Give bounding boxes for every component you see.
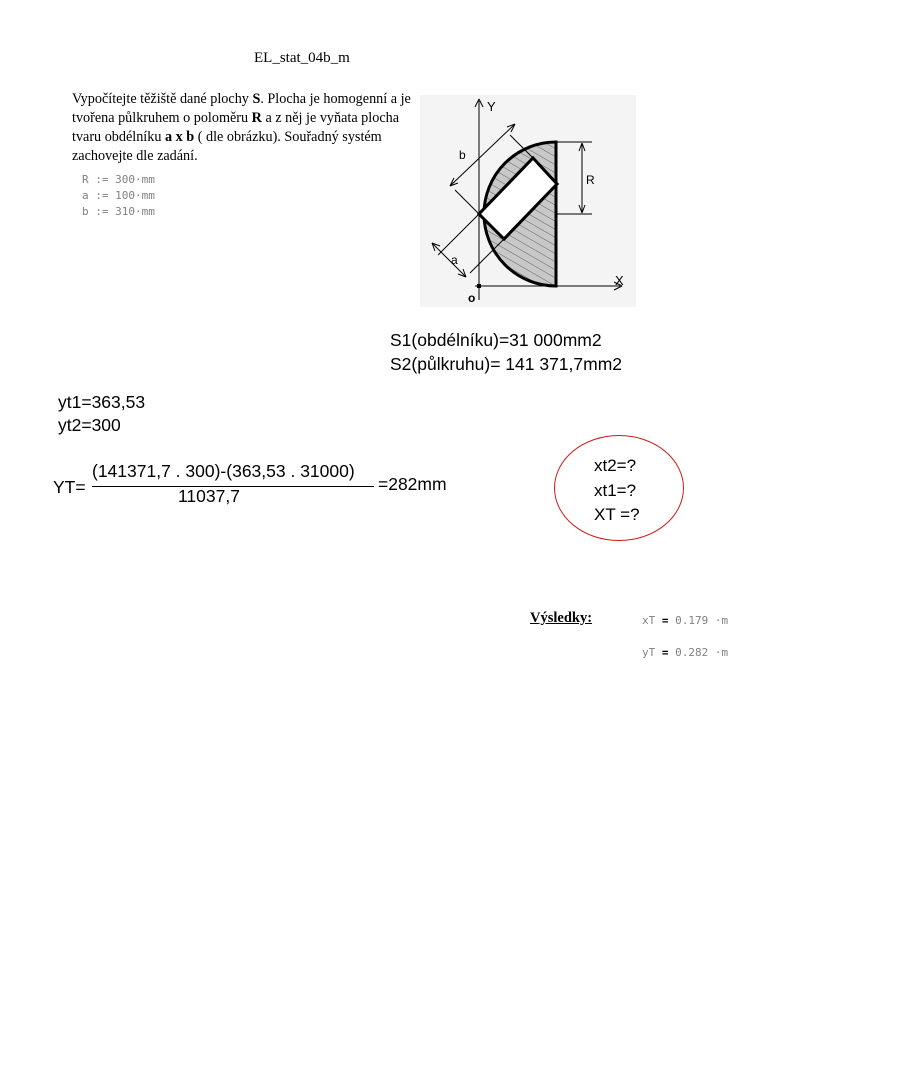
b-dim-label: b bbox=[459, 148, 466, 162]
question-xt1: xt1=? bbox=[594, 481, 637, 500]
yt-label: YT= bbox=[53, 477, 86, 497]
question-xt2: xt2=? bbox=[594, 456, 637, 475]
y-axis-label: Y bbox=[487, 99, 496, 114]
problem-statement: Vypočítejte těžiště dané plochy S. Plocha je homogenní a je tvořena půlkruhem o poloměru R a z něj je vyňata plocha tvaru obdélníku a x b ( dle obrázku). Souřadný systém zachovejte dle zadání. bbox=[72, 91, 411, 164]
x-axis-label: X bbox=[615, 273, 624, 288]
definition-r: R := 300·mm bbox=[82, 173, 155, 186]
yt2-note: yt2=300 bbox=[58, 415, 121, 435]
yt-result: =282mm bbox=[378, 474, 447, 494]
result-yt: yT = 0.282 ·m bbox=[642, 646, 729, 659]
r-dim-label: R bbox=[586, 173, 595, 187]
result-xt: xT = 0.179 ·m bbox=[642, 614, 729, 627]
definition-a: a := 100·mm bbox=[82, 189, 155, 202]
results-label: Výsledky: bbox=[530, 610, 593, 626]
definition-b: b := 310·mm bbox=[82, 205, 155, 218]
problem-figure bbox=[420, 95, 636, 307]
area-rectangle-note: S1(obdélníku)=31 000mm2 bbox=[390, 330, 602, 350]
yt1-note: yt1=363,53 bbox=[58, 392, 146, 412]
yt-numerator: (141371,7 . 300)-(363,53 . 31000) bbox=[92, 461, 355, 481]
origin-label: o bbox=[468, 291, 476, 305]
yt-denominator: 11037,7 bbox=[178, 486, 240, 506]
question-xt: XT =? bbox=[594, 505, 640, 524]
document-title: EL_stat_04b_m bbox=[254, 50, 350, 66]
origin-point bbox=[477, 284, 481, 288]
a-dim-label: a bbox=[451, 253, 458, 267]
area-semicircle-note: S2(půlkruhu)= 141 371,7mm2 bbox=[390, 354, 623, 374]
